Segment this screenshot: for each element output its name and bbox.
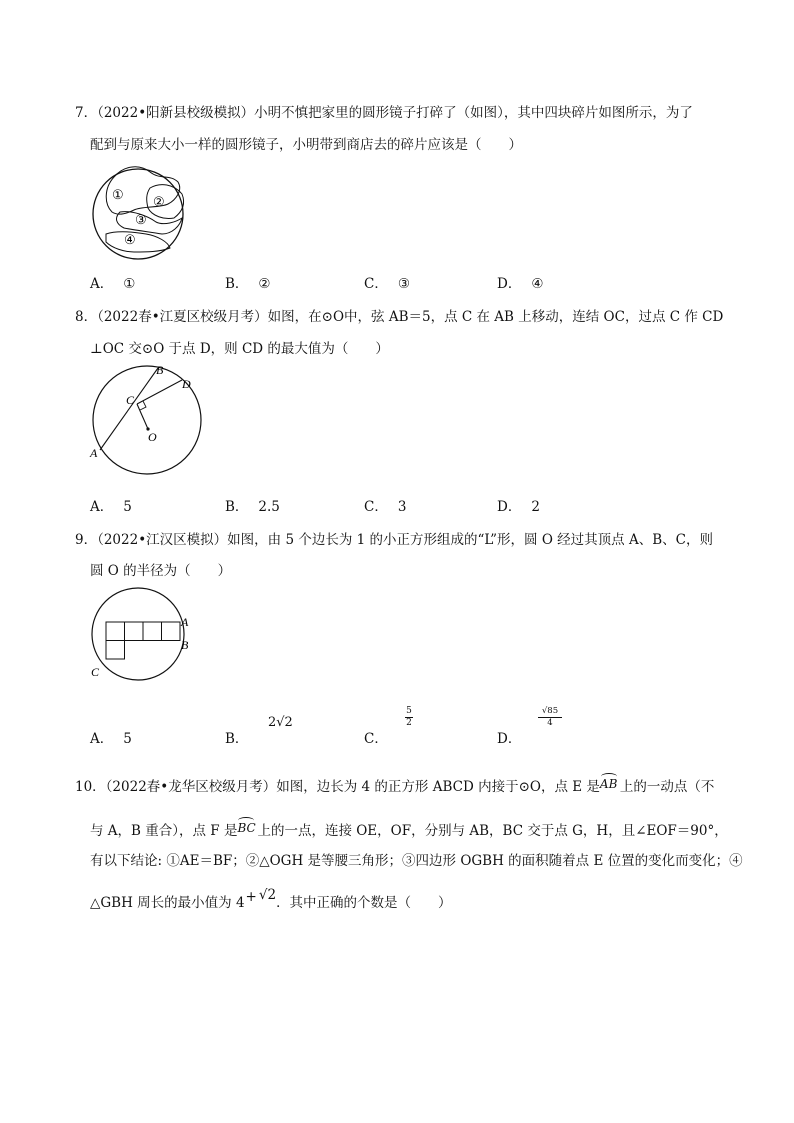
q8-option-b-label: B． bbox=[225, 499, 249, 515]
q8-option-d-text: 2 bbox=[531, 499, 540, 515]
q8-option-c-text: 3 bbox=[397, 499, 407, 515]
q10-arc-bc-mark bbox=[238, 817, 254, 824]
q8-label-a: A bbox=[90, 446, 98, 460]
q10-line2-a: 与 A，B 重合），点 F 是 bbox=[90, 823, 238, 839]
q9-option-a-label: A． bbox=[90, 731, 114, 747]
q9-option-b-text: 2√2 bbox=[268, 715, 293, 730]
q7-option-b bbox=[225, 272, 271, 292]
q10-line1-a: 10．（2022春•龙华区校级月考）如图，边长为 4 的正方形 ABCD 内接于⊙O，点 E 是 bbox=[75, 779, 600, 795]
q8-option-d bbox=[497, 495, 540, 515]
q9-option-a-text: 5 bbox=[123, 731, 132, 747]
q8-option-a bbox=[90, 495, 132, 515]
q8-circle-figure bbox=[90, 362, 210, 480]
q8-option-a-text: 5 bbox=[123, 499, 132, 515]
q8-option-b bbox=[225, 495, 280, 515]
q9-label-a: A bbox=[181, 615, 189, 629]
q7-label-4: ④ bbox=[124, 232, 136, 247]
q7-option-c-text: ③ bbox=[397, 276, 410, 292]
q10-line2 bbox=[90, 819, 728, 839]
q9-option-c-denominator: 2 bbox=[406, 718, 412, 728]
q10-line2-b: 上的一点，连接 OE，OF，分别与 AB，BC 交于点 G，H，且∠EOF＝90°， bbox=[257, 823, 728, 839]
q10-line4 bbox=[90, 887, 452, 911]
q10-line1 bbox=[75, 775, 714, 795]
q8-option-c-label: C． bbox=[364, 499, 388, 515]
q9-option-c-fraction bbox=[404, 706, 414, 729]
q9-option-d-label-wrap bbox=[497, 727, 531, 747]
q9-option-b-label-wrap bbox=[225, 727, 258, 747]
q9-option-a bbox=[90, 727, 132, 747]
q7-option-d-text: ④ bbox=[531, 276, 544, 292]
q9-line2: 圆 O 的半径为（ ） bbox=[90, 563, 232, 579]
q7-option-d-label: D． bbox=[497, 276, 522, 292]
q10-line4-a: △GBH 周长的最小值为 4 bbox=[90, 895, 245, 911]
q9-option-c-numerator: 5 bbox=[406, 706, 412, 716]
q7-line1: 7．（2022•阳新县校级模拟）小明不慎把家里的圆形镜子打碎了（如图），其中四块碎片如图所示，为了 bbox=[75, 105, 693, 121]
q7-label-1: ① bbox=[112, 187, 124, 202]
q7-label-2: ② bbox=[153, 194, 165, 209]
q10-arc-bc-text: BC bbox=[237, 821, 256, 835]
q8-label-c: C bbox=[126, 393, 135, 407]
q10-line4-plus: + bbox=[245, 889, 257, 905]
q8-option-d-label: D． bbox=[497, 499, 522, 515]
q7-option-b-label: B． bbox=[225, 276, 249, 292]
q7-option-d bbox=[497, 272, 543, 292]
q7-broken-mirror-figure bbox=[90, 160, 200, 275]
q9-option-d-denominator: 4 bbox=[547, 718, 553, 728]
q8-line1: 8．（2022春•江夏区校级月考）如图，在⊙O中，弦 AB＝5，点 C 在 AB 上移动，连结 OC，过点 C 作 CD bbox=[75, 309, 724, 325]
q10-line1-b: 上的一动点（不 bbox=[619, 779, 715, 795]
q7-label-3: ③ bbox=[135, 212, 147, 227]
q9-option-d-fraction bbox=[538, 706, 562, 729]
q7-option-a-label: A． bbox=[90, 276, 114, 292]
q7-option-c bbox=[364, 272, 410, 292]
q7-option-a bbox=[90, 272, 135, 292]
q8-option-b-text: 2.5 bbox=[258, 499, 280, 515]
q8-label-o: O bbox=[148, 430, 157, 444]
q10-arc-ab-text: AB bbox=[599, 777, 618, 791]
q8-label-b: B bbox=[156, 363, 164, 377]
q10-arc-ab-mark bbox=[601, 773, 617, 780]
q7-line2: 配到与原来大小一样的圆形镜子，小明带到商店去的碎片应该是（ ） bbox=[90, 137, 522, 153]
q9-l-shape-figure bbox=[88, 588, 203, 688]
q8-option-a-label: A． bbox=[90, 499, 114, 515]
q10-line3: 有以下结论: ①AE＝BF；②△OGH 是等腰三角形；③四边形 OGBH 的面积随着点 E 位置的变化而变化；④ bbox=[90, 853, 743, 869]
q9-option-c-label: C． bbox=[364, 731, 388, 747]
q7-option-b-text: ② bbox=[258, 276, 271, 292]
q7-option-a-text: ① bbox=[123, 276, 136, 292]
q10-line4-b: ．其中正确的个数是（ ） bbox=[276, 895, 452, 911]
q9-option-c-label-wrap bbox=[364, 727, 398, 747]
q8-line2: ⊥OC 交⊙O 于点 D，则 CD 的最大值为（ ） bbox=[90, 341, 389, 357]
q9-line1: 9．（2022•江汉区模拟）如图，由 5 个边长为 1 的小正方形组成的“L”形，圆 O 经过其顶点 A、B、C，则 bbox=[75, 532, 713, 548]
q8-option-c bbox=[364, 495, 406, 515]
q9-label-b: B bbox=[181, 638, 189, 652]
q10-line4-sqrt: √2 bbox=[258, 887, 277, 903]
q8-label-d: D bbox=[182, 377, 191, 391]
q9-option-d-label: D． bbox=[497, 731, 522, 747]
q7-option-c-label: C． bbox=[364, 276, 388, 292]
q9-option-b-label: B． bbox=[225, 731, 249, 747]
q9-option-d-numerator: √85 bbox=[541, 706, 559, 716]
q9-label-c: C bbox=[91, 665, 100, 679]
